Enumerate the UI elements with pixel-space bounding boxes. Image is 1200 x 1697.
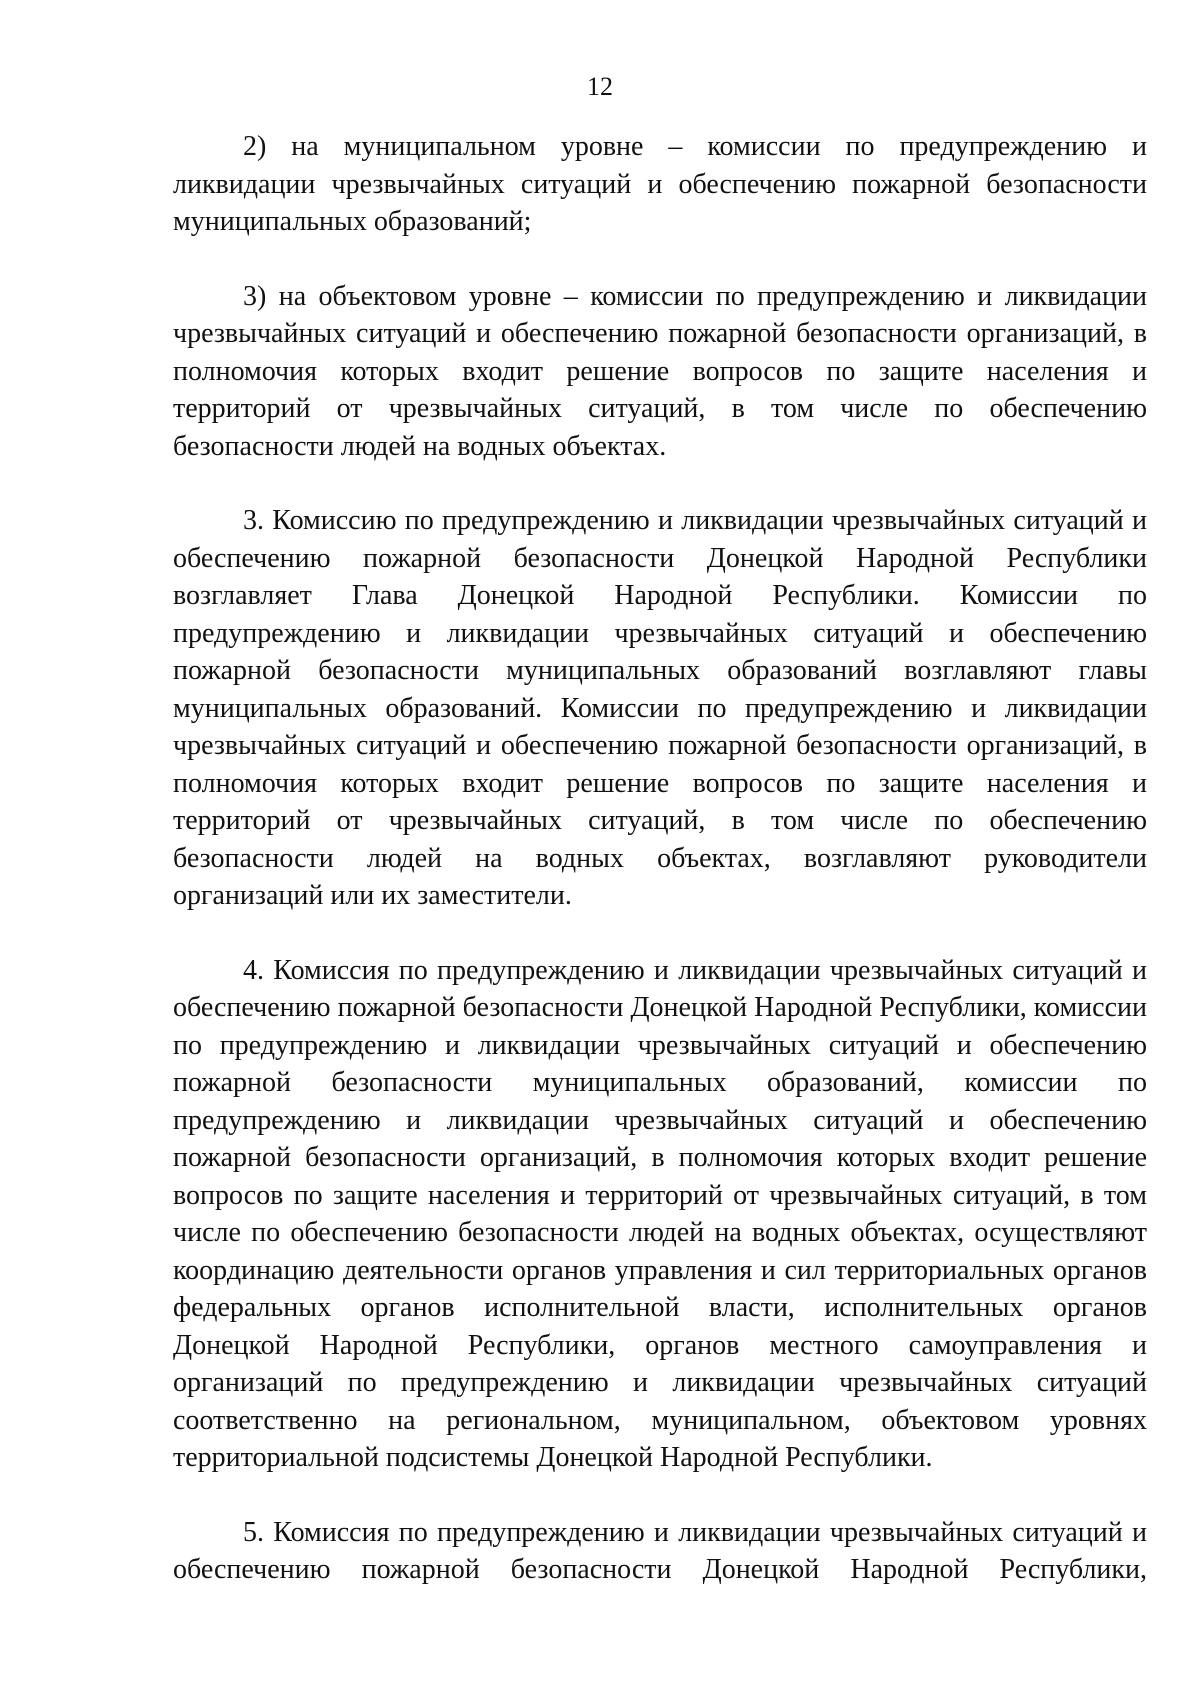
paragraph-section-5: 5. Комиссия по предупреждению и ликвидации чрезвычайных ситуаций и обеспечению пожарной безопасности Донецкой Народной Республики, bbox=[173, 1516, 1147, 1585]
paragraph-section-4: 4. Комиссия по предупреждению и ликвидации чрезвычайных ситуаций и обеспечению пожарной безопасности Донецкой Народной Республики, комиссии по предупреждению и ликвидации чрезвычайных ситуаций и обеспечению пожарной безопасности муниципальных образований, комиссии по предупреждению и ликвидации чрезвычайных ситуаций и обеспечению пожарной безопасности организаций, в полномочия которых входит решение вопросов по защите населения и территорий от чрезвычайных ситуаций, в том числе по обеспечению безопасности людей на водных объектах, осуществляют координацию деятельности органов управления и сил территориальных органов федеральных органов исполнительной власти, исполнительных органов Донецкой Народной Республики, органов местного самоуправления и организаций по предупреждению и ликвидации чрезвычайных ситуаций соответственно на региональном, муниципальном, объектовом уровнях территориальной подсистемы Донецкой Народной Республики. bbox=[173, 954, 1147, 1473]
document-body bbox=[173, 128, 1147, 1626]
page-number: 12 bbox=[587, 72, 613, 101]
paragraph-item-2-municipal-level: 2) на муниципальном уровне – комиссии по предупреждению и ликвидации чрезвычайных ситуаций и обеспечению пожарной безопасности муниципальных образований; bbox=[173, 131, 1147, 237]
paragraph-item-3-object-level: 3) на объектовом уровне – комиссии по предупреждению и ликвидации чрезвычайных ситуаций и обеспечению пожарной безопасности организаций, в полномочия которых входит решение вопросов по защите населения и территорий от чрезвычайных ситуаций, в том числе по обеспечению безопасности людей на водных объектах. bbox=[173, 280, 1147, 462]
paragraph-section-3: 3. Комиссию по предупреждению и ликвидации чрезвычайных ситуаций и обеспечению пожарной безопасности Донецкой Народной Республики возглавляет Глава Донецкой Народной Республики. Комиссии по предупреждению и ликвидации чрезвычайных ситуаций и обеспечению пожарной безопасности муниципальных образований возглавляют главы муниципальных образований. Комиссии по предупреждению и ликвидации чрезвычайных ситуаций и обеспечению пожарной безопасности организаций, в полномочия которых входит решение вопросов по защите населения и территорий от чрезвычайных ситуаций, в том числе по обеспечению безопасности людей на водных объектах, возглавляют руководители организаций или их заместители. bbox=[173, 505, 1147, 911]
